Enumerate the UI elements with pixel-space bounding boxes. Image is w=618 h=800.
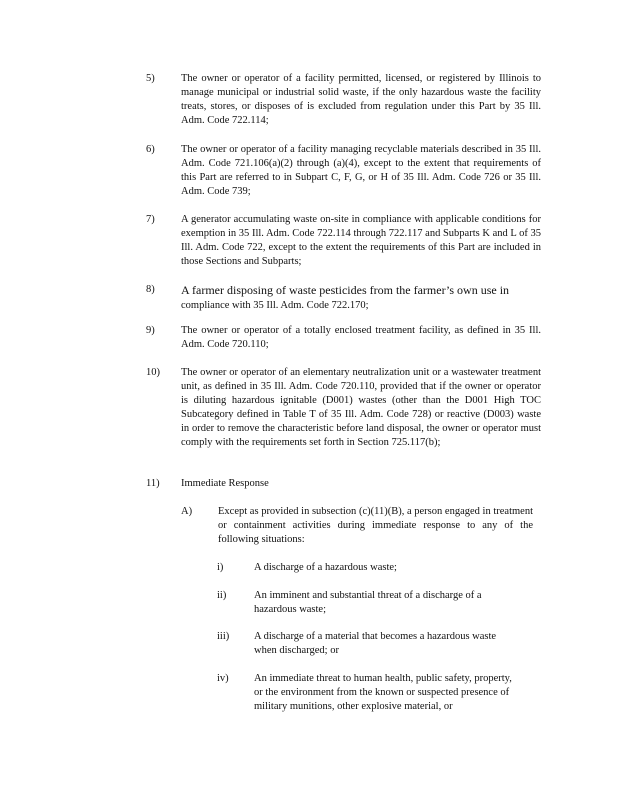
item-text-large: A farmer disposing of waste pesticides from the farmer’s own use in (181, 283, 510, 297)
item-text: A generator accumulating waste on-site in compliance with applicable conditions for exemption in 35 Ill. Adm. Code 722.114 through 722.117 and Subparts K and L of 35 Ill. Adm. Code 722, except to the extent the requirements of this Part are included in those Sections and Subparts; (181, 214, 541, 267)
item-number: 10) (146, 367, 160, 378)
sub-sub-item-number: i) (217, 562, 224, 573)
item-text: The owner or operator of a totally enclosed treatment facility, as defined in 35 Ill. Adm. Code 720.110; (181, 325, 541, 350)
sub-sub-item-number: ii) (217, 590, 227, 601)
item-number: 8) (146, 284, 155, 295)
item-number: 7) (146, 214, 155, 225)
sub-sub-item-number: iii) (217, 631, 230, 642)
item-text (181, 283, 541, 313)
item-number: 9) (146, 325, 155, 336)
sub-item-text: Except as provided in subsection (c)(11)(B), a person engaged in treatment or containment activities during immediate response to any of the following situations: (218, 506, 533, 545)
sub-sub-item-text: An imminent and substantial threat of a discharge of a hazardous waste; (254, 590, 482, 615)
item-text: The owner or operator of a facility permitted, licensed, or registered by Illinois to manage municipal or industrial solid waste, if the only hazardous waste the facility treats, stores, or disposes of is excluded from regulation under this Part by 35 Ill. Adm. Code 722.114; (181, 73, 541, 126)
item-text-continued: compliance with 35 Ill. Adm. Code 722.170; (181, 300, 369, 311)
sub-sub-item-text: An immediate threat to human health, public safety, property, or the environment from the known or suspected presence of military munitions, other explosive material, or (254, 673, 512, 712)
sub-sub-item-text: A discharge of a hazardous waste; (254, 562, 397, 573)
sub-sub-item-text: A discharge of a material that becomes a hazardous waste when discharged; or (254, 631, 497, 656)
sub-item-number: A) (181, 506, 193, 517)
item-number: 5) (146, 73, 155, 84)
item-number: 11) (146, 478, 160, 489)
item-number: 6) (146, 144, 155, 155)
item-text: The owner or operator of a facility managing recyclable materials described in 35 Ill. Adm. Code 721.106(a)(2) through (a)(4), except to the extent that requirements of this Part are referred to in Subpart C, F, G, or H of 35 Ill. Adm. Code 726 or 35 Ill. Adm. Code 739; (181, 144, 541, 197)
item-text: The owner or operator of an elementary neutralization unit or a wastewater treatment unit, as defined in 35 Ill. Adm. Code 720.110, provided that if the owner or operator is diluting hazardous ignitable (D001) wastes (other than the D001 High TOC Subcategory defined in Table T of 35 Ill. Adm. Code 728) or reactive (D003) waste in order to remove the characteristic before land disposal, the owner or operator must comply with the requirements set forth in Section 725.117(b); (181, 367, 541, 448)
sub-sub-item-number: iv) (217, 673, 229, 684)
item-heading: Immediate Response (181, 478, 269, 489)
